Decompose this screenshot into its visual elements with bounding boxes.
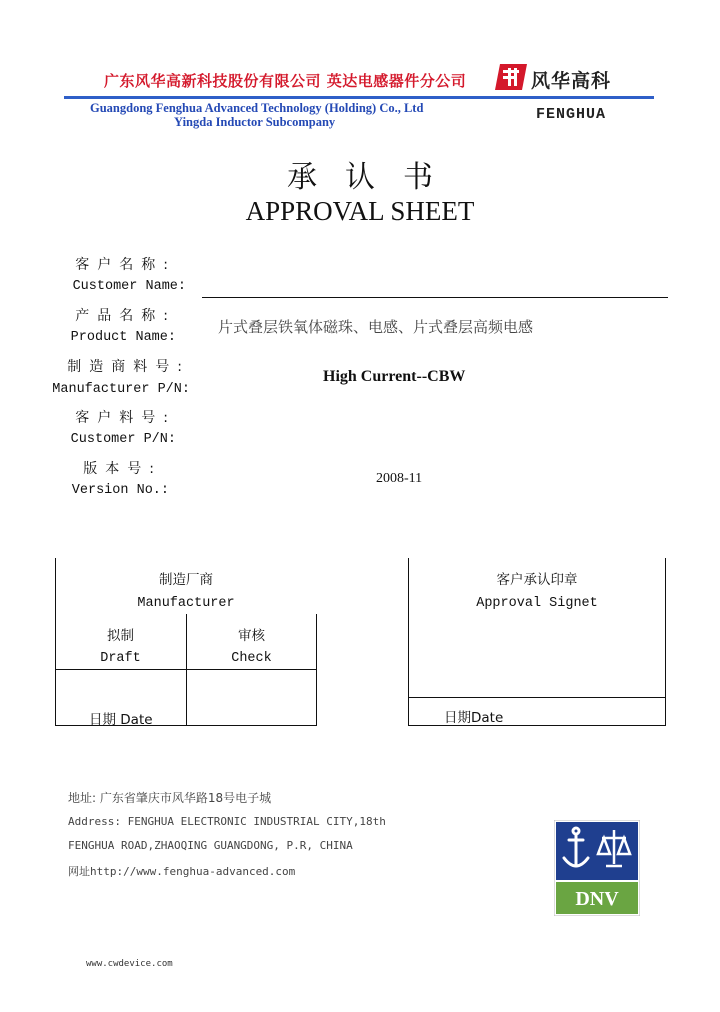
dnv-certification-icon <box>554 820 640 916</box>
approval-header-cn: 客户承认印章 <box>496 572 578 588</box>
logo-text-en: FENGHUA <box>536 106 607 123</box>
address-en-line1: Address: FENGHUA ELECTRONIC INDUSTRIAL CITY,18th <box>68 815 386 828</box>
approval-table <box>408 558 666 726</box>
title-en: APPROVAL SHEET <box>245 196 475 226</box>
approval-date-label: 日期Date <box>444 710 504 726</box>
version-label-en: Version No.: <box>71 483 169 498</box>
version-label-cn: 版本号: <box>83 461 162 477</box>
draft-signature-cell[interactable] <box>56 670 185 724</box>
product-name-label-cn: 产品名称: <box>75 308 176 324</box>
check-label-cn: 审核 <box>238 628 265 644</box>
website[interactable]: 网址http://www.fenghua-advanced.com <box>68 865 296 878</box>
product-name-label-en: Product Name: <box>70 330 176 345</box>
customer-name-label-en: Customer Name: <box>72 279 186 294</box>
check-label-en: Check <box>231 651 272 666</box>
fenghua-logo-icon <box>494 62 528 92</box>
product-name-value: 片式叠层铁氧体磁珠、电感、片式叠层高频电感 <box>218 318 534 336</box>
draft-label-cn: 拟制 <box>107 628 134 644</box>
address-cn: 地址: 广东省肇庆市风华路18号电子城 <box>68 791 272 805</box>
customer-name-label-cn: 客户名称: <box>75 257 176 273</box>
check-signature-cell[interactable] <box>187 670 315 724</box>
customer-pn-label-en: Customer P/N: <box>70 432 176 447</box>
approval-signet-area[interactable] <box>409 618 664 696</box>
company-name-cn: 广东风华高新科技股份有限公司 英达电感器件分公司 <box>104 72 467 90</box>
approval-header-en: Approval Signet <box>476 596 598 611</box>
company-name-en: Guangdong Fenghua Advanced Technology (Holding) Co., Ltd <box>90 101 424 115</box>
manufacturer-table <box>55 558 317 726</box>
customer-pn-label-cn: 客户料号: <box>75 410 176 426</box>
mfr-pn-label-cn: 制造商料号: <box>67 359 190 375</box>
mfr-pn-label-en: Manufacturer P/N: <box>52 382 190 397</box>
version-value: 2008-11 <box>376 471 423 486</box>
subcompany-name-en: Yingda Inductor Subcompany <box>174 115 336 129</box>
manufacturer-date-label: 日期 Date <box>89 712 153 728</box>
header-rule <box>64 96 654 99</box>
address-en-line2: FENGHUA ROAD,ZHAOQING GUANGDONG, P.R, CHINA <box>68 839 353 852</box>
customer-name-field-line <box>202 297 668 298</box>
logo-text-cn: 风华高科 <box>531 70 612 92</box>
manufacturer-header-en: Manufacturer <box>137 596 235 611</box>
bottom-website: www.cwdevice.com <box>86 959 173 969</box>
draft-label-en: Draft <box>100 651 141 666</box>
dnv-label: DNV <box>575 888 619 910</box>
manufacturer-header-cn: 制造厂商 <box>159 572 213 588</box>
title-cn: 承认书 <box>287 160 461 195</box>
mfr-pn-value: High Current--CBW <box>323 368 466 385</box>
